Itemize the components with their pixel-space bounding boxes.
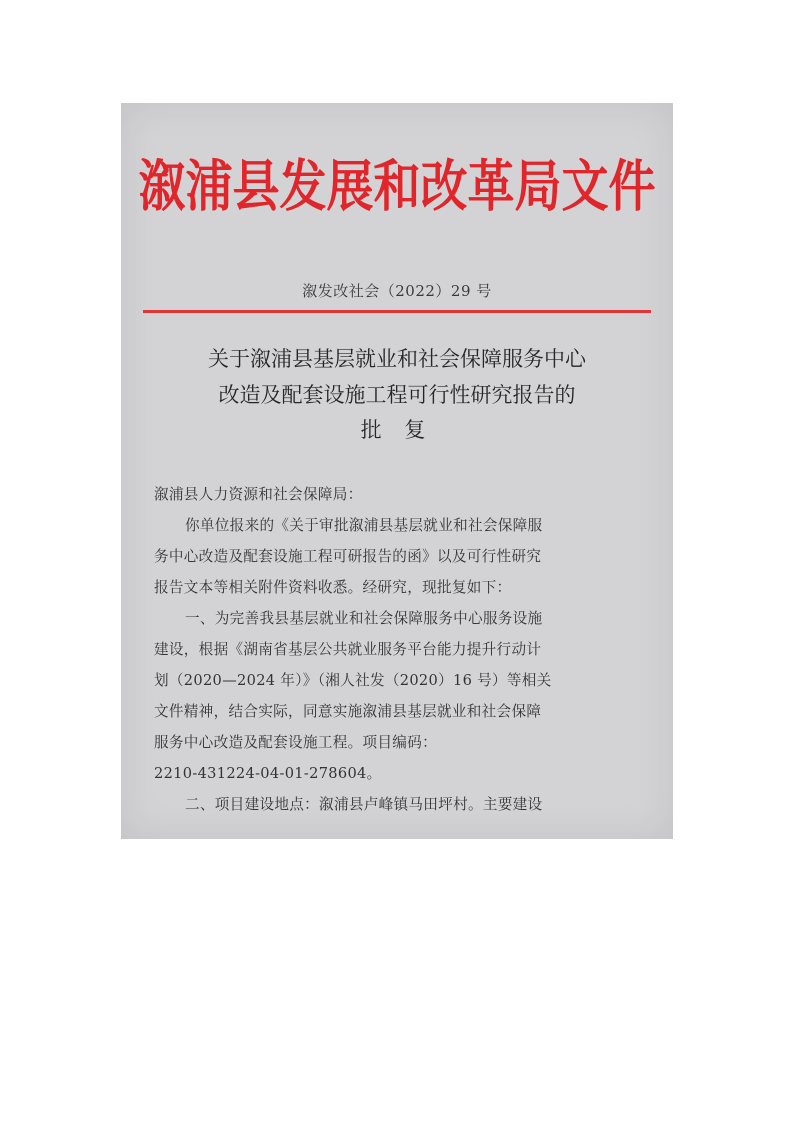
body-line: 服务中心改造及配套设施工程。项目编码：: [154, 734, 437, 751]
body-line: 二、项目建设地点：溆浦县卢峰镇马田坪村。主要建设: [185, 796, 543, 813]
body-line: 你单位报来的《关于审批溆浦县基层就业和社会保障服: [185, 517, 543, 534]
body-line: 溆浦县人力资源和社会保障局：: [154, 486, 363, 503]
body-line: 一、为完善我县基层就业和社会保障服务中心服务设施: [185, 610, 543, 627]
red-divider: [143, 310, 651, 313]
body-line: 文件精神，结合实际，同意实施溆浦县基层就业和社会保障: [154, 703, 542, 720]
document-photo: [121, 103, 673, 839]
document-number: 溆发改社会（2022）29 号: [302, 282, 492, 300]
body-line: 报告文本等相关附件资料收悉。经研究，现批复如下：: [154, 579, 512, 596]
title-line-2: 改造及配套设施工程可行性研究报告的: [218, 383, 576, 407]
body-line: 建设，根据《湖南省基层公共就业服务平台能力提升行动计: [154, 641, 542, 658]
title-line-3: 批 复: [360, 418, 434, 442]
body-line: 务中心改造及配套设施工程可研报告的函》以及可行性研究: [154, 548, 542, 565]
title-line-1: 关于溆浦县基层就业和社会保障服务中心: [208, 347, 586, 371]
body-line: 2210-431224-04-01-278604。: [154, 765, 382, 782]
body-line: 划（2020—2024 年）》（湘人社发（2020）16 号）等相关: [154, 672, 552, 689]
masthead-title: 溆浦县发展和改革局文件: [138, 154, 656, 220]
